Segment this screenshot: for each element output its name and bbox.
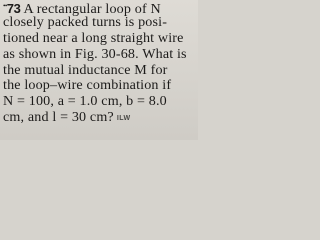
problem-line-1-text: A rectangular loop of N <box>23 1 161 17</box>
page <box>0 0 198 140</box>
problem-line-8 <box>3 110 197 126</box>
problem-number: 73 <box>6 1 21 16</box>
problem-line-7: N = 100, a = 1.0 cm, b = 8.0 <box>3 93 167 110</box>
problem-line-3: tioned near a long straight wire <box>3 29 184 46</box>
problem-line-5: the mutual inductance M for <box>3 61 168 78</box>
ilw-tag: ILW <box>116 115 131 123</box>
problem-text <box>3 0 197 126</box>
problem-line-6: the loop–wire combination if <box>3 77 172 94</box>
difficulty-dots: •• <box>3 2 7 10</box>
problem-line-2: closely packed turns is posi- <box>3 13 168 30</box>
problem-line-1 <box>3 0 197 15</box>
problem-line-4: as shown in Fig. 30-68. What is <box>3 45 187 62</box>
problem-line-8-text: cm, and l = 30 cm? <box>3 109 114 126</box>
